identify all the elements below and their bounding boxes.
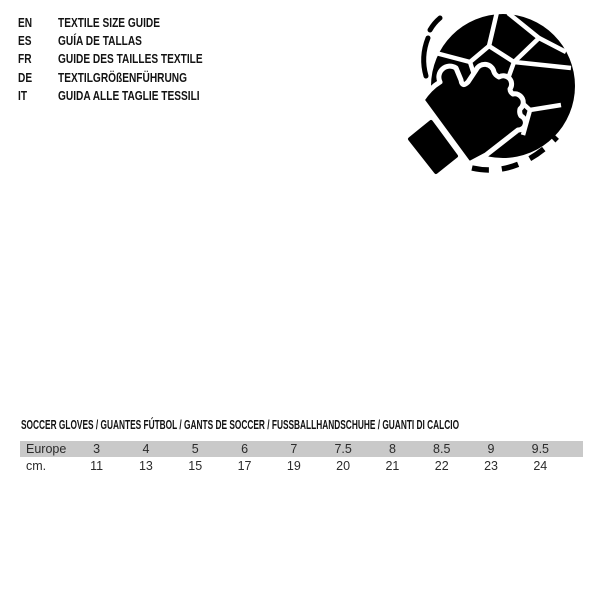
- language-row-it: [18, 87, 243, 105]
- language-row-en: [18, 13, 243, 31]
- cm-size-value: 23: [484, 459, 498, 473]
- cm-size-value: 22: [434, 459, 449, 473]
- language-code: DE: [18, 69, 33, 85]
- language-label: GUÍA DE TALLAS: [58, 33, 142, 49]
- europe-size-value: 9: [487, 442, 495, 456]
- language-row-es: [18, 31, 243, 49]
- row-label-cm: cm.: [26, 459, 47, 473]
- europe-size-value: 8.5: [433, 442, 451, 456]
- europe-size-value: 5: [191, 442, 199, 456]
- size-table-row-europe: [20, 441, 583, 457]
- cm-size-value: 24: [533, 459, 548, 473]
- goalkeeper-glove-soccer-ball-icon: [404, 8, 594, 198]
- language-code: EN: [18, 14, 33, 30]
- cm-size-value: 13: [138, 459, 153, 473]
- europe-size-value: 7.5: [334, 442, 352, 456]
- language-code: FR: [18, 51, 32, 67]
- language-row-de: [18, 68, 243, 86]
- europe-size-value: 9.5: [531, 442, 550, 456]
- language-label: GUIDE DES TAILLES TEXTILE: [58, 51, 203, 67]
- language-label: TEXTILE SIZE GUIDE: [58, 14, 160, 30]
- language-code: IT: [18, 88, 28, 104]
- cm-size-value: 17: [237, 459, 252, 473]
- cm-size-value: 15: [188, 459, 203, 473]
- language-code: ES: [18, 33, 32, 49]
- size-table: [20, 441, 583, 475]
- cm-size-value: 11: [90, 459, 104, 473]
- language-label: TEXTILGRÖßENFÜHRUNG: [58, 69, 188, 85]
- cm-size-value: 19: [286, 459, 301, 473]
- europe-size-value: 3: [93, 442, 101, 456]
- language-row-fr: [18, 50, 243, 68]
- europe-size-value: 8: [388, 442, 396, 456]
- language-label: GUIDA ALLE TAGLIE TESSILI: [58, 88, 200, 104]
- europe-size-value: 6: [241, 442, 249, 456]
- size-table-row-cm: [20, 457, 583, 475]
- size-table-title: SOCCER GLOVES / GUANTES FÚTBOL / GANTS DE SOCCER / FUSSBALLHANDSCHUHE / GUANTI DI CALCIO: [21, 417, 460, 432]
- cm-size-value: 21: [385, 459, 400, 473]
- cm-size-value: 20: [336, 459, 351, 473]
- europe-size-value: 4: [142, 442, 150, 456]
- language-guide-list: [18, 13, 243, 105]
- europe-size-value: 7: [290, 442, 298, 456]
- row-label-europe: Europe: [26, 442, 67, 456]
